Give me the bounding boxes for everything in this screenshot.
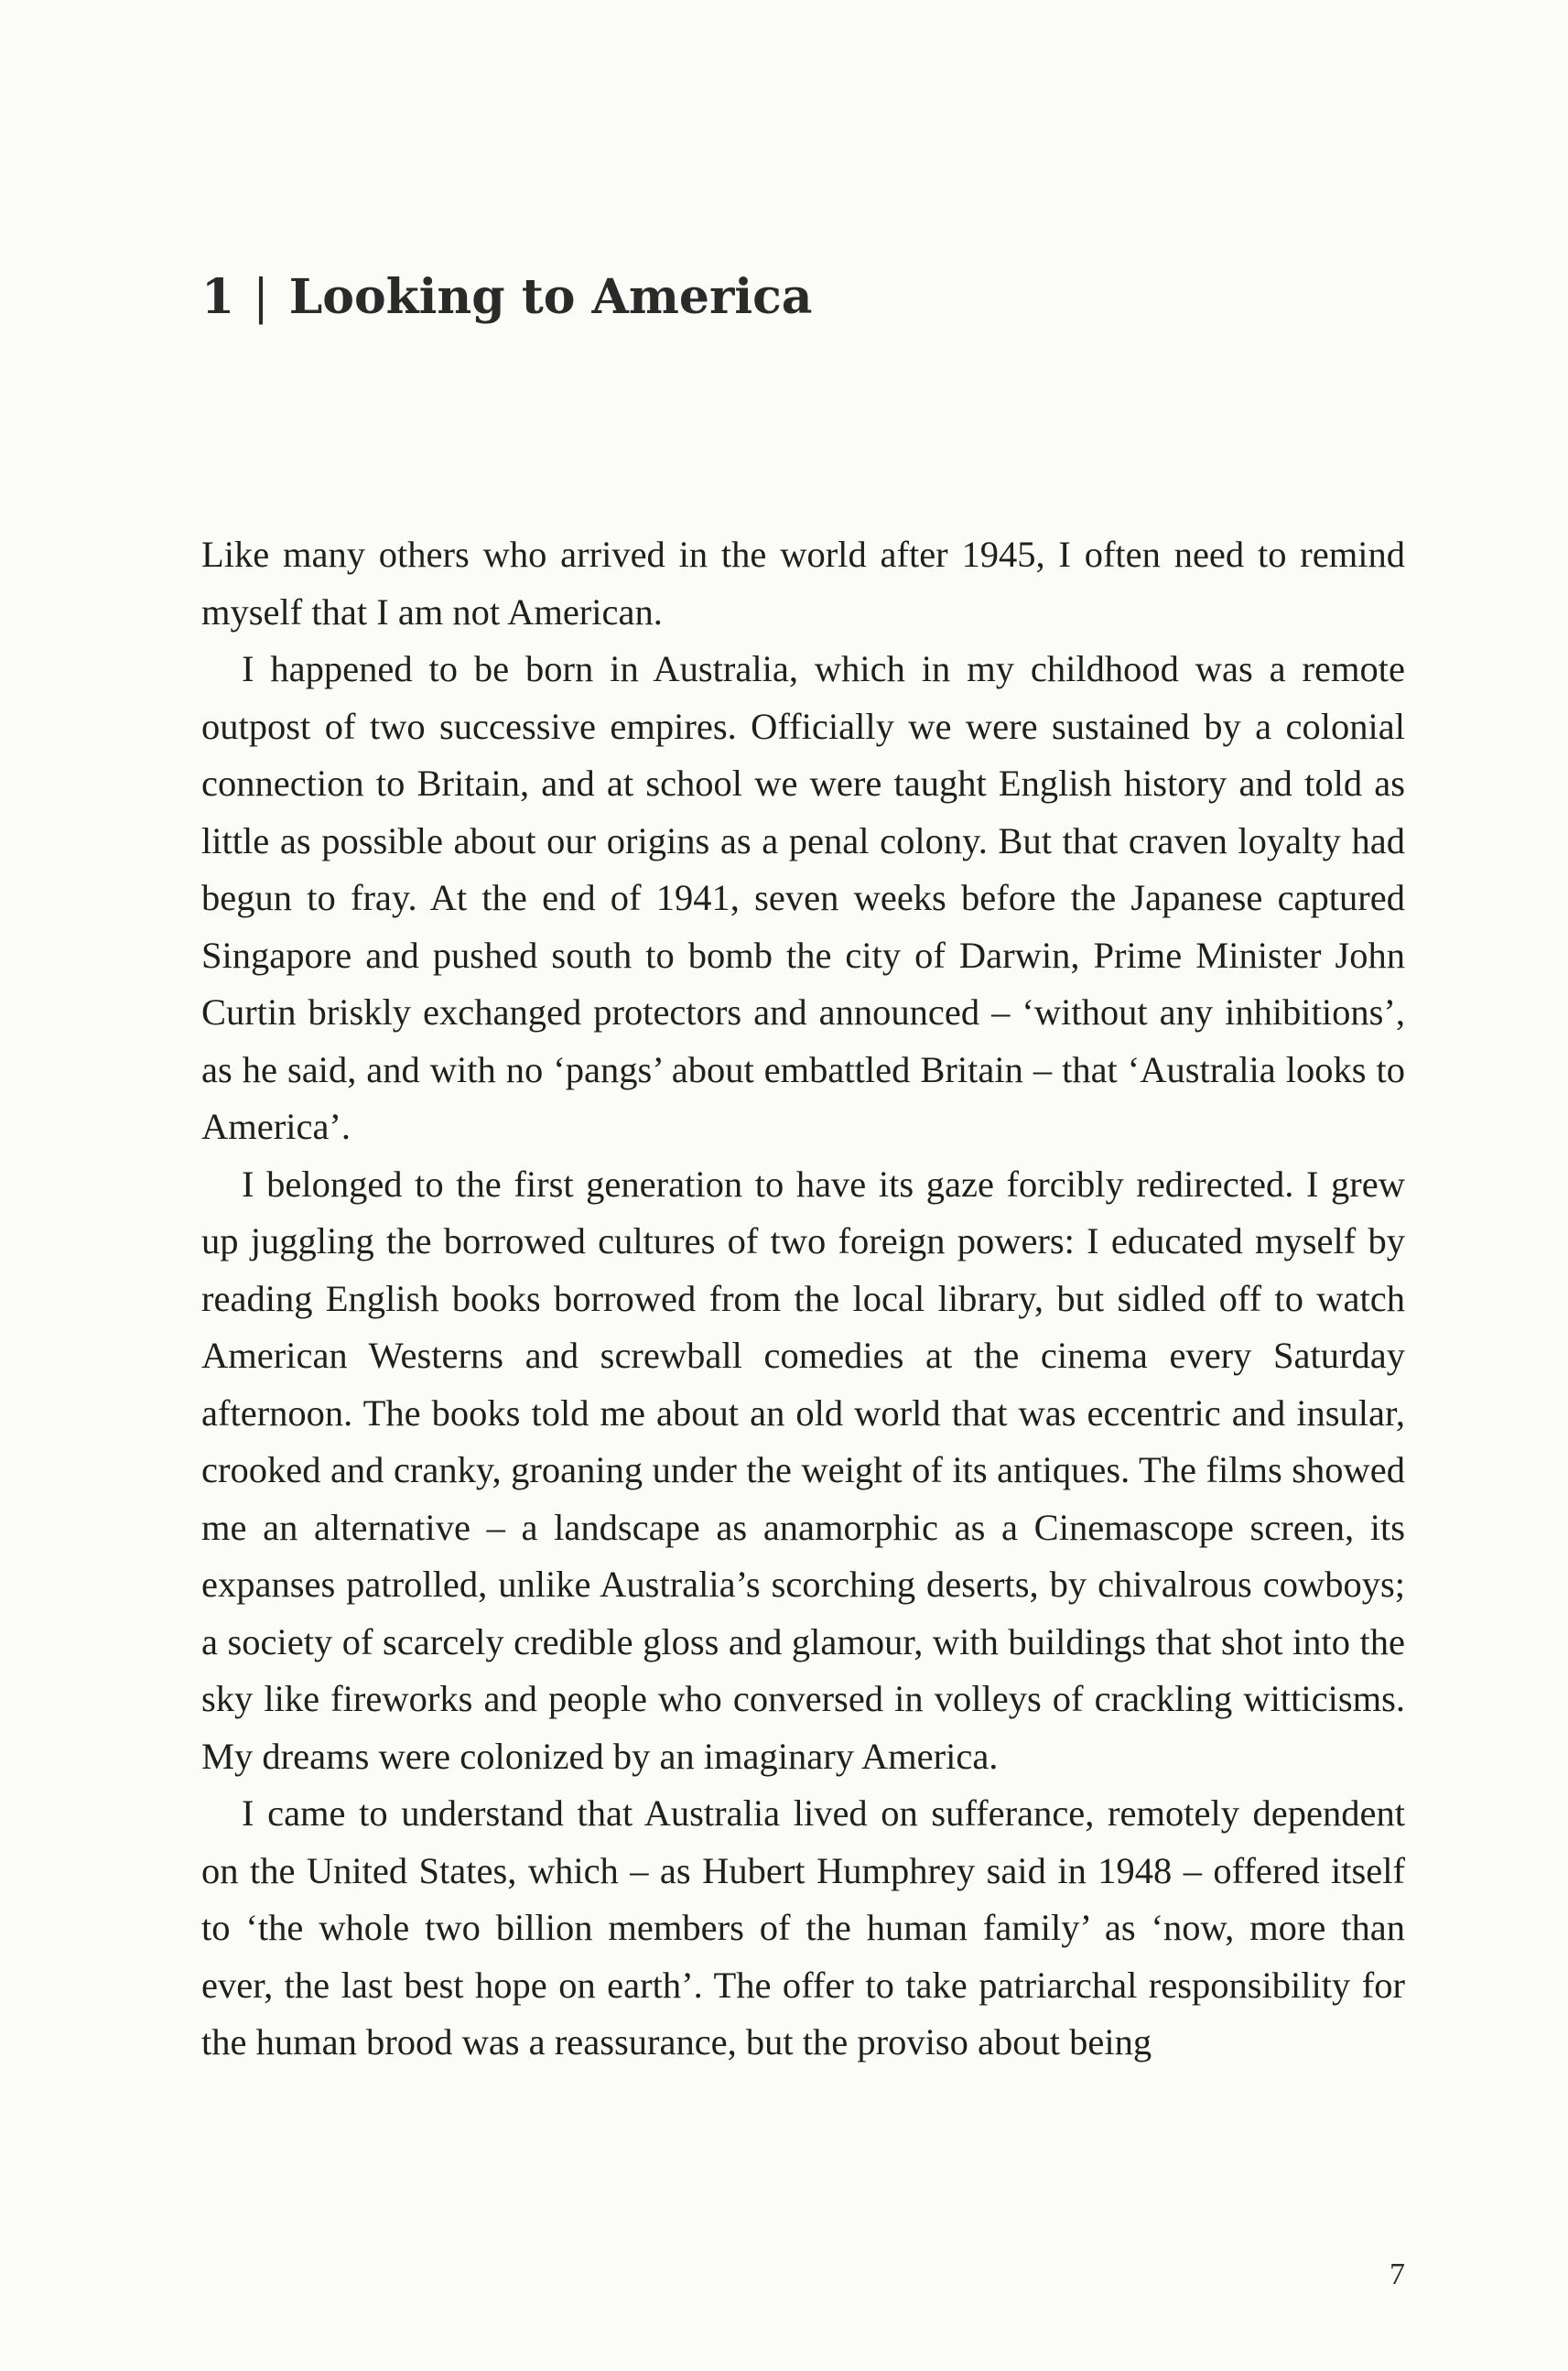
paragraph-4: I came to understand that Australia lived on sufferance, remotely dependent on the United States, which – as Hubert Humphrey said in 1948 – offered itself to ‘the whole two billion members of the human family’ as ‘now, more than ever, the last best hope on earth’. The offer to take patriarchal responsibility for the human brood was a reassurance, but the proviso about being (201, 1792, 1405, 2062)
chapter-number: 1 (201, 268, 235, 325)
page-number: 7 (1390, 2257, 1405, 2291)
chapter-heading (201, 261, 812, 334)
paragraph-2: I happened to be born in Australia, which in my childhood was a remote outpost of two successive empires. Officially we were sustained by a colonial connection to Britain, and at school we were taught English history and told as little as possible about our origins as a penal colony. But that craven loyalty had begun to fray. At the end of 1941, seven weeks before the Japanese captured Singapore and pushed south to bomb the city of Darwin, Prime Minister John Curtin briskly exchanged protectors and announced – ‘without any inhibitions’, as he said, and with no ‘pangs’ about embattled Britain – that ‘Australia looks to America’. (201, 648, 1405, 1147)
paragraph-1: Like many others who arrived in the world after 1945, I often need to remind myself that I am not American. (201, 534, 1405, 633)
chapter-separator: | (253, 269, 269, 325)
body-text (201, 526, 1405, 2072)
paragraph-3: I belonged to the first generation to have its gaze forcibly redirected. I grew up juggling the borrowed cultures of two foreign powers: I educated myself by reading English books borrowed from the local library, but sidled off to watch American Westerns and screwball comedies at the cinema every Saturday afternoon. The books told me about an old world that was eccentric and insular, crooked and cranky, groaning under the weight of its antiques. The films showed me an alternative – a landscape as anamorphic as a Cinemascope screen, its expanses patrolled, unlike Australia’s scorching deserts, by chivalrous cowboys; a society of scarcely credible gloss and glamour, with buildings that shot into the sky like fireworks and people who conversed in volleys of crackling witticisms. My dreams were colonized by an imaginary America. (201, 1163, 1405, 1777)
chapter-title: Looking to America (288, 268, 813, 325)
